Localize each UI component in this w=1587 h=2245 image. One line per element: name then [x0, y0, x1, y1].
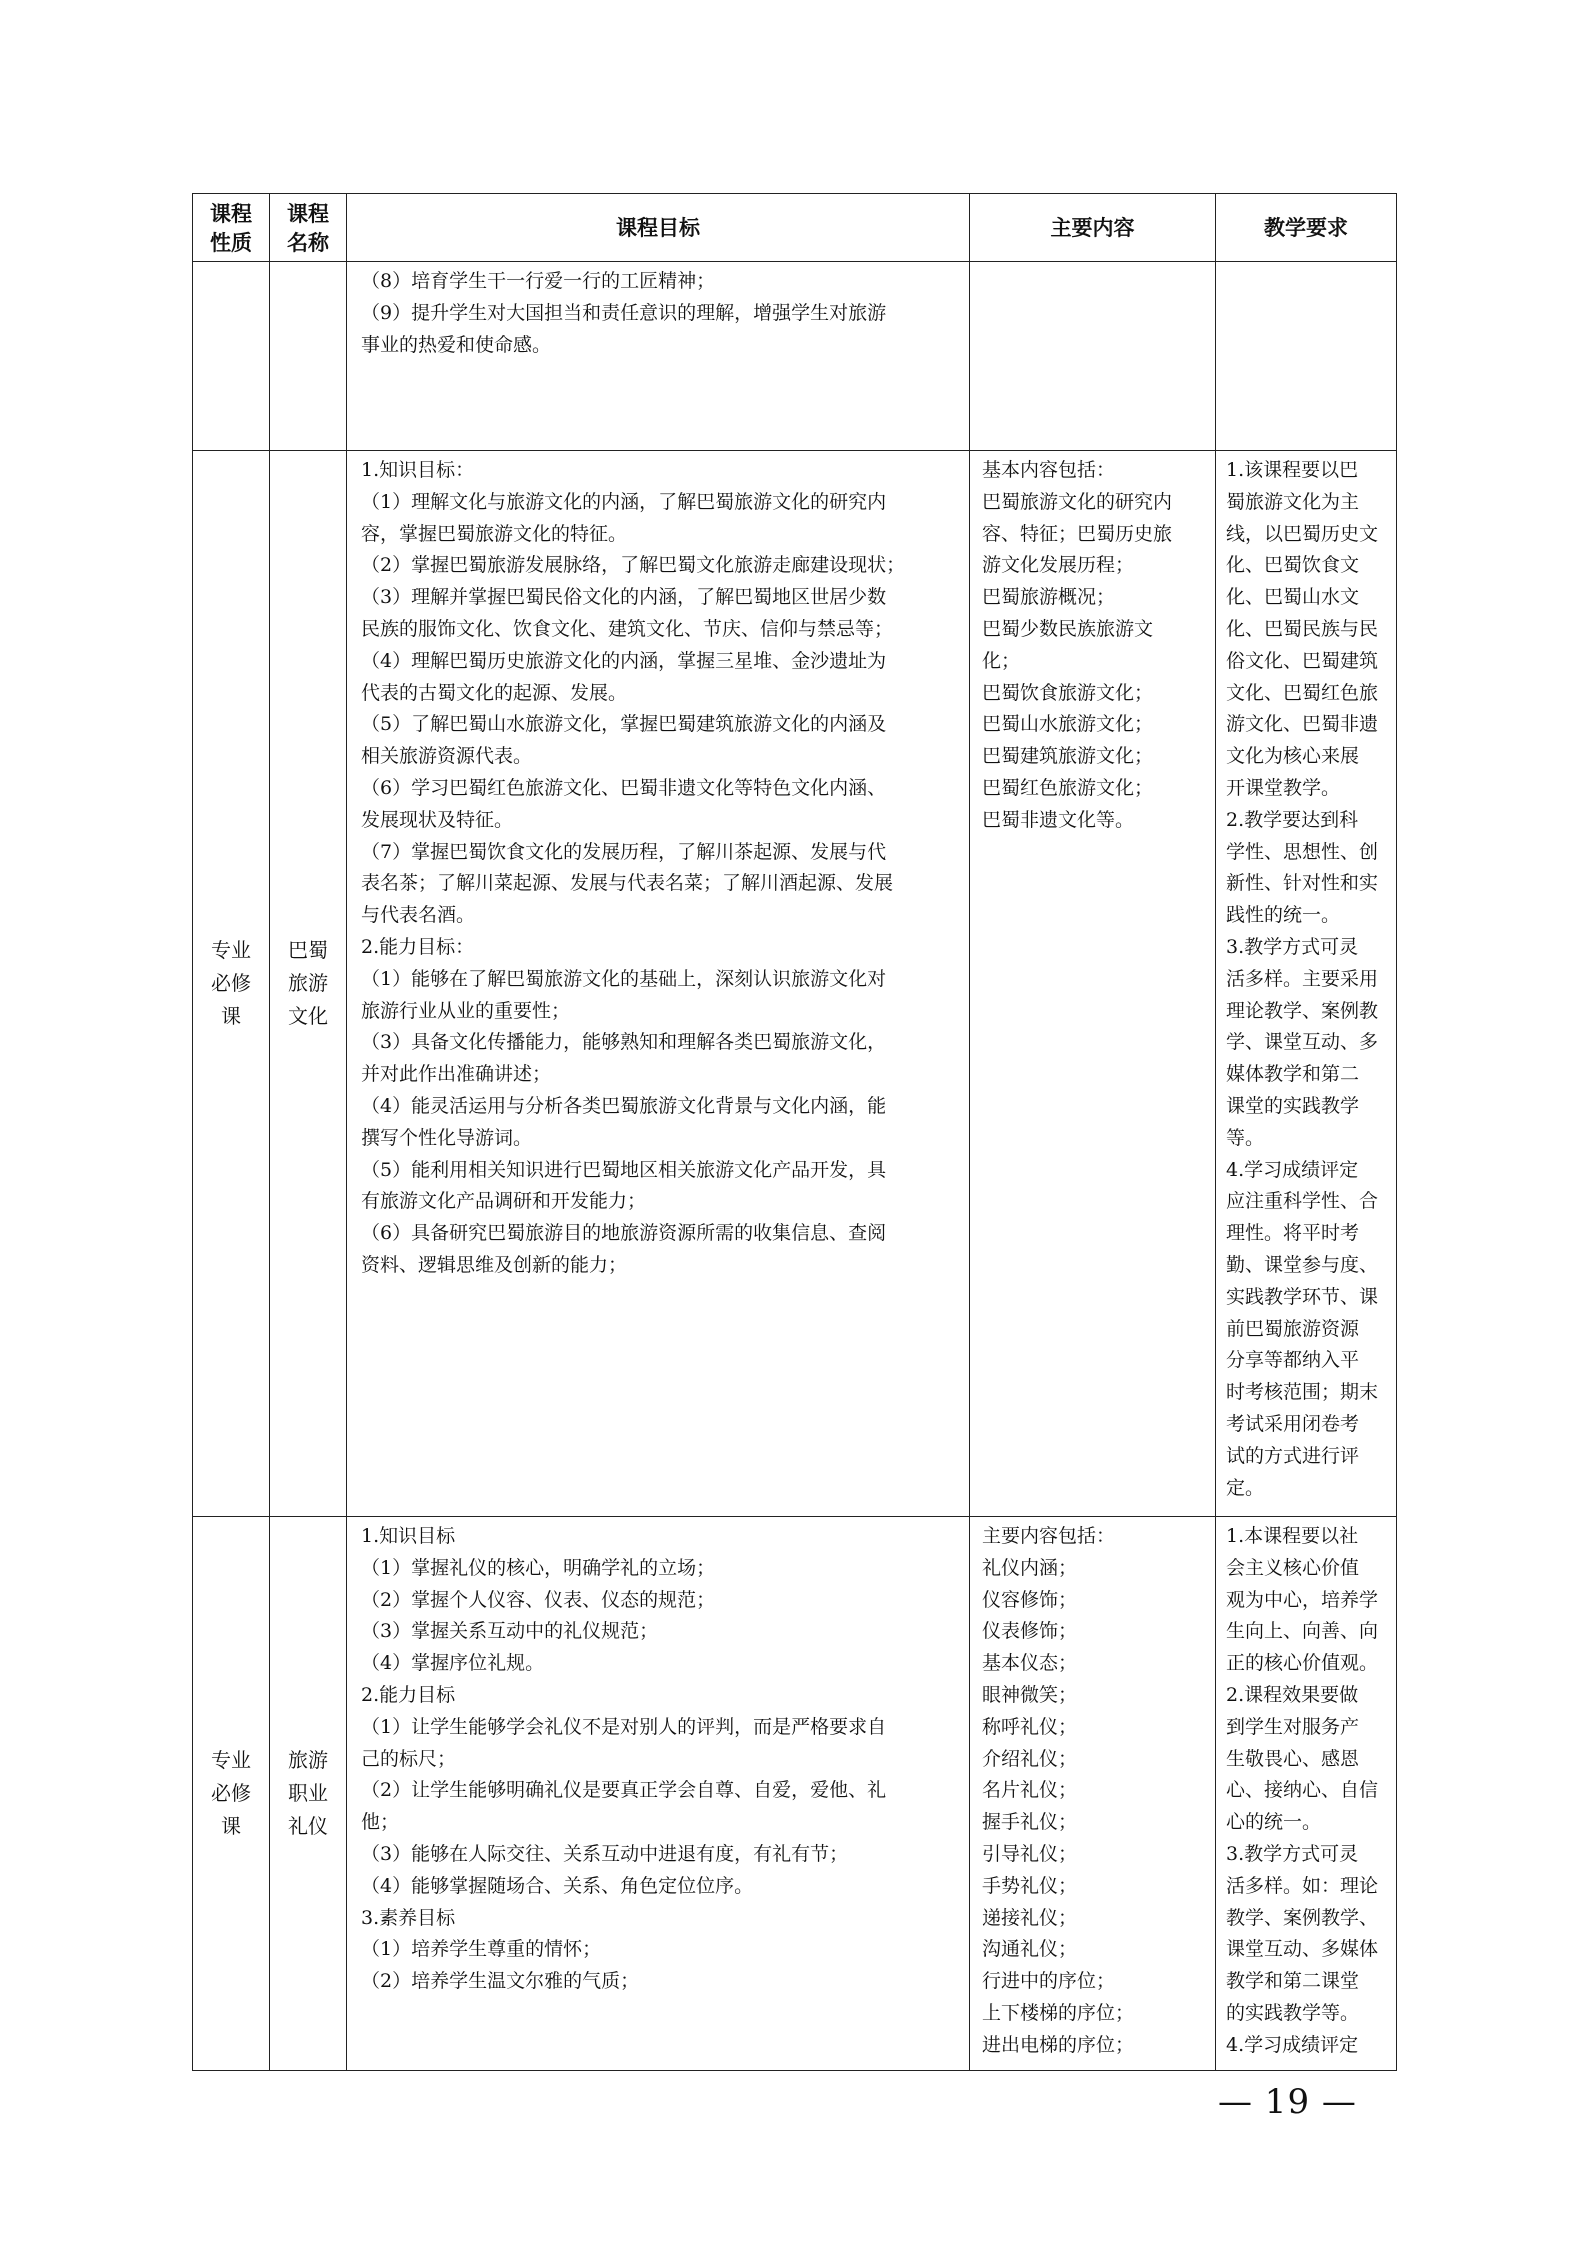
text-line: 递接礼仪； — [982, 1906, 1078, 1929]
text-line: （9）提升学生对大国担当和责任意识的理解，增强学生对旅游 — [361, 301, 887, 324]
text-line: 践性的统一。 — [1226, 904, 1341, 927]
course-name-cell — [270, 451, 347, 1517]
text-line: 理论教学、案例教 — [1226, 999, 1379, 1022]
text-line: 活多样。如：理论 — [1226, 1874, 1379, 1897]
text-line: 化、巴蜀山水文 — [1226, 586, 1360, 609]
text-line: （8）培育学生干一行爱一行的工匠精神； — [361, 270, 716, 292]
text-line: 开课堂教学。 — [1226, 776, 1341, 799]
text-line: 勤、课堂参与度、 — [1226, 1253, 1379, 1276]
text-line: 资料、逻辑思维及创新的能力； — [361, 1253, 628, 1276]
text-line: 考试采用闭卷考 — [1226, 1412, 1360, 1435]
text-line: 媒体教学和第二 — [1226, 1063, 1360, 1086]
text-line: 1.本课程要以社 — [1226, 1525, 1359, 1547]
text-line: 仪表修饰； — [982, 1620, 1078, 1643]
text-line: （4）掌握序位礼规。 — [361, 1652, 545, 1675]
teaching-requirements-cell — [1216, 451, 1397, 1517]
text-line: （1）理解文化与旅游文化的内涵，了解巴蜀旅游文化的研究内 — [361, 490, 887, 513]
header-course-nature: 课程 性质 — [193, 194, 270, 262]
text-line: （6）学习巴蜀红色旅游文化、巴蜀非遗文化等特色文化内涵、 — [361, 776, 887, 799]
text-line: 事业的热爱和使命感。 — [361, 333, 552, 356]
text-line: 1.知识目标： — [361, 459, 475, 481]
text-line: （2）掌握个人仪容、仪表、仪态的规范； — [361, 1588, 716, 1611]
text-line: 称呼礼仪； — [982, 1715, 1078, 1738]
text-line: 4.学习成绩评定 — [1226, 2033, 1359, 2056]
text-line: 表名茶；了解川菜起源、发展与代表名菜；了解川酒起源、发展 — [361, 872, 894, 895]
text-line: 等。 — [1226, 1126, 1265, 1149]
text-line: 正的核心价值观。 — [1226, 1652, 1379, 1675]
text-line: （1）能够在了解巴蜀旅游文化的基础上，深刻认识旅游文化对 — [361, 967, 887, 990]
header-main-content: 主要内容 — [970, 194, 1216, 262]
main-content-cell — [970, 451, 1216, 1517]
text-line: 理性。将平时考 — [1226, 1222, 1360, 1245]
text-line: 线，以巴蜀历史文 — [1226, 522, 1379, 545]
text-line: 课堂互动、多媒体 — [1226, 1938, 1379, 1961]
text-line: 巴蜀建筑旅游文化； — [982, 745, 1154, 768]
text-line: 撰写个性化导游词。 — [361, 1126, 533, 1149]
text-line: 2.教学要达到科 — [1226, 808, 1359, 831]
text-line: 旅游 — [288, 971, 328, 995]
header-teaching-requirements: 教学要求 — [1216, 194, 1397, 262]
text-line: 俗文化、巴蜀建筑 — [1226, 649, 1379, 672]
text-line: 介绍礼仪； — [982, 1747, 1078, 1770]
text-line: 他； — [361, 1811, 400, 1834]
text-line: 前巴蜀旅游资源 — [1226, 1317, 1360, 1340]
text-line: 巴蜀 — [288, 938, 328, 962]
text-line: （7）掌握巴蜀饮食文化的发展历程，了解川茶起源、发展与代 — [361, 840, 887, 863]
course-nature-cell — [193, 451, 270, 1517]
text-line: 名片礼仪； — [982, 1779, 1078, 1802]
text-line: 2.能力目标 — [361, 1683, 456, 1706]
course-goals-cell — [347, 451, 970, 1517]
text-line: 仪容修饰； — [982, 1588, 1078, 1611]
main-content-cell — [970, 262, 1216, 451]
text-line: （2）让学生能够明确礼仪是要真正学会自尊、自爱，爱他、礼 — [361, 1779, 887, 1802]
text-line: 观为中心，培养学 — [1226, 1588, 1379, 1611]
text-line: （3）掌握关系互动中的礼仪规范； — [361, 1620, 659, 1643]
text-line: （1）让学生能够学会礼仪不是对别人的评判，而是严格要求自 — [361, 1715, 887, 1738]
text-line: 有旅游文化产品调研和开发能力； — [361, 1190, 647, 1213]
text-line: 游文化发展历程； — [982, 554, 1135, 577]
text-line: （2）掌握巴蜀旅游发展脉络，了解巴蜀文化旅游走廊建设现状； — [361, 554, 906, 577]
text-line: 巴蜀旅游文化的研究内 — [982, 490, 1173, 513]
text-line: 专业 — [211, 938, 251, 962]
text-line: （4）能够掌握随场合、关系、角色定位位序。 — [361, 1874, 754, 1897]
text-line: 3.教学方式可灵 — [1226, 935, 1359, 958]
text-line: 职业 — [288, 1781, 328, 1805]
text-line: 心的统一。 — [1226, 1811, 1322, 1834]
text-line: 行进中的序位； — [982, 1970, 1116, 1993]
text-line: 3.素养目标 — [361, 1906, 456, 1929]
text-line: 化； — [982, 649, 1021, 672]
text-line: 巴蜀旅游概况； — [982, 586, 1116, 609]
text-line: 1.该课程要以巴 — [1226, 459, 1359, 481]
text-line: 相关旅游资源代表。 — [361, 745, 533, 768]
text-line: 容、特征；巴蜀历史旅 — [982, 522, 1173, 545]
text-line: 旅游行业从业的重要性； — [361, 999, 571, 1022]
text-line: 生敬畏心、感恩 — [1226, 1747, 1360, 1770]
header-row — [193, 194, 1397, 262]
text-line: 礼仪内涵； — [982, 1556, 1078, 1579]
text-line: 礼仪 — [288, 1814, 328, 1838]
text-line: 1.知识目标 — [361, 1525, 456, 1547]
text-line: 民族的服饰文化、饮食文化、建筑文化、节庆、信仰与禁忌等； — [361, 617, 894, 640]
text-line: 必修 — [211, 971, 251, 995]
text-line: 文化为核心来展 — [1226, 745, 1360, 768]
text-line: （6）具备研究巴蜀旅游目的地旅游资源所需的收集信息、查阅 — [361, 1222, 887, 1245]
text-line: （2）培养学生温文尔雅的气质； — [361, 1970, 640, 1993]
text-line: 的实践教学等。 — [1226, 2001, 1360, 2024]
text-line: 己的标尺； — [361, 1747, 457, 1770]
course-goals-cell — [347, 262, 970, 451]
text-line: 应注重科学性、合 — [1226, 1190, 1379, 1213]
text-line: 到学生对服务产 — [1226, 1715, 1360, 1738]
text-line: 心、接纳心、自信 — [1226, 1779, 1379, 1802]
text-line: （3）能够在人际交往、关系互动中进退有度，有礼有节； — [361, 1842, 849, 1865]
text-line: 会主义核心价值 — [1226, 1556, 1360, 1579]
course-nature-cell — [193, 262, 270, 451]
text-line: 学、课堂互动、多 — [1226, 1031, 1379, 1054]
text-line: 蜀旅游文化为主 — [1226, 490, 1360, 513]
teaching-requirements-cell — [1216, 262, 1397, 451]
text-line: 新性、针对性和实 — [1226, 872, 1379, 895]
text-line: 定。 — [1226, 1476, 1265, 1499]
text-line: 沟通礼仪； — [982, 1938, 1078, 1961]
text-line: 实践教学环节、课 — [1226, 1285, 1379, 1308]
text-line: 主要内容包括： — [982, 1525, 1116, 1547]
course-table — [192, 193, 1397, 2071]
text-line: 基本仪态； — [982, 1652, 1078, 1675]
text-line: 巴蜀少数民族旅游文 — [982, 617, 1154, 640]
text-line: 旅游 — [288, 1748, 328, 1772]
text-line: 课 — [221, 1814, 241, 1838]
text-line: 巴蜀红色旅游文化； — [982, 776, 1154, 799]
table-row — [193, 1517, 1397, 2071]
text-line: 专业 — [211, 1748, 251, 1772]
text-line: 手势礼仪； — [982, 1874, 1078, 1897]
text-line: （1）掌握礼仪的核心，明确学礼的立场； — [361, 1556, 716, 1579]
text-line: 必修 — [211, 1781, 251, 1805]
main-content-cell — [970, 1517, 1216, 2071]
text-line: 文化、巴蜀红色旅 — [1226, 681, 1379, 704]
text-line: 上下楼梯的序位； — [982, 2001, 1135, 2024]
text-line: 发展现状及特征。 — [361, 808, 514, 831]
header-course-name: 课程 名称 — [270, 194, 347, 262]
text-line: 巴蜀饮食旅游文化； — [982, 681, 1154, 704]
text-line: 游文化、巴蜀非遗 — [1226, 713, 1379, 736]
page-number: — 19 — — [1218, 2082, 1357, 2122]
text-line: 试的方式进行评 — [1226, 1444, 1360, 1467]
text-line: 基本内容包括： — [982, 459, 1116, 481]
table-row — [193, 262, 1397, 451]
text-line: 化、巴蜀饮食文 — [1226, 554, 1360, 577]
text-line: 分享等都纳入平 — [1226, 1349, 1360, 1372]
text-line: 容，掌握巴蜀旅游文化的特征。 — [361, 522, 628, 545]
text-line: 课堂的实践教学 — [1226, 1094, 1360, 1117]
text-line: 2.能力目标： — [361, 935, 475, 958]
text-line: 活多样。主要采用 — [1226, 967, 1379, 990]
text-line: （4）能灵活运用与分析各类巴蜀旅游文化背景与文化内涵，能 — [361, 1094, 887, 1117]
text-line: 引导礼仪； — [982, 1842, 1078, 1865]
course-name-cell — [270, 1517, 347, 2071]
table-row — [193, 451, 1397, 1517]
header-course-goals: 课程目标 — [347, 194, 970, 262]
text-line: 进出电梯的序位； — [982, 2033, 1135, 2056]
text-line: 4.学习成绩评定 — [1226, 1158, 1359, 1181]
text-line: 教学、案例教学、 — [1226, 1906, 1379, 1929]
course-name-cell — [270, 262, 347, 451]
text-line: （5）能利用相关知识进行巴蜀地区相关旅游文化产品开发，具 — [361, 1158, 887, 1181]
text-line: （3）理解并掌握巴蜀民俗文化的内涵，了解巴蜀地区世居少数 — [361, 586, 887, 609]
text-line: 并对此作出准确讲述； — [361, 1063, 552, 1086]
text-line: 握手礼仪； — [982, 1811, 1078, 1834]
text-line: （3）具备文化传播能力，能够熟知和理解各类巴蜀旅游文化， — [361, 1031, 887, 1054]
text-line: 与代表名酒。 — [361, 904, 476, 927]
text-line: （5）了解巴蜀山水旅游文化，掌握巴蜀建筑旅游文化的内涵及 — [361, 713, 887, 736]
teaching-requirements-cell — [1216, 1517, 1397, 2071]
text-line: 3.教学方式可灵 — [1226, 1842, 1359, 1865]
text-line: 课 — [221, 1004, 241, 1028]
course-goals-cell — [347, 1517, 970, 2071]
text-line: （4）理解巴蜀历史旅游文化的内涵，掌握三星堆、金沙遗址为 — [361, 649, 887, 672]
text-line: 巴蜀非遗文化等。 — [982, 808, 1135, 831]
text-line: （1）培养学生尊重的情怀； — [361, 1938, 602, 1961]
text-line: 2.课程效果要做 — [1226, 1683, 1359, 1706]
text-line: 教学和第二课堂 — [1226, 1970, 1360, 1993]
text-line: 巴蜀山水旅游文化； — [982, 713, 1154, 736]
text-line: 眼神微笑； — [982, 1683, 1078, 1706]
text-line: 代表的古蜀文化的起源、发展。 — [361, 681, 628, 704]
text-line: 时考核范围；期末 — [1226, 1381, 1379, 1404]
text-line: 生向上、向善、向 — [1226, 1620, 1379, 1643]
text-line: 化、巴蜀民族与民 — [1226, 617, 1379, 640]
course-nature-cell — [193, 1517, 270, 2071]
text-line: 文化 — [288, 1004, 328, 1028]
text-line: 学性、思想性、创 — [1226, 840, 1379, 863]
